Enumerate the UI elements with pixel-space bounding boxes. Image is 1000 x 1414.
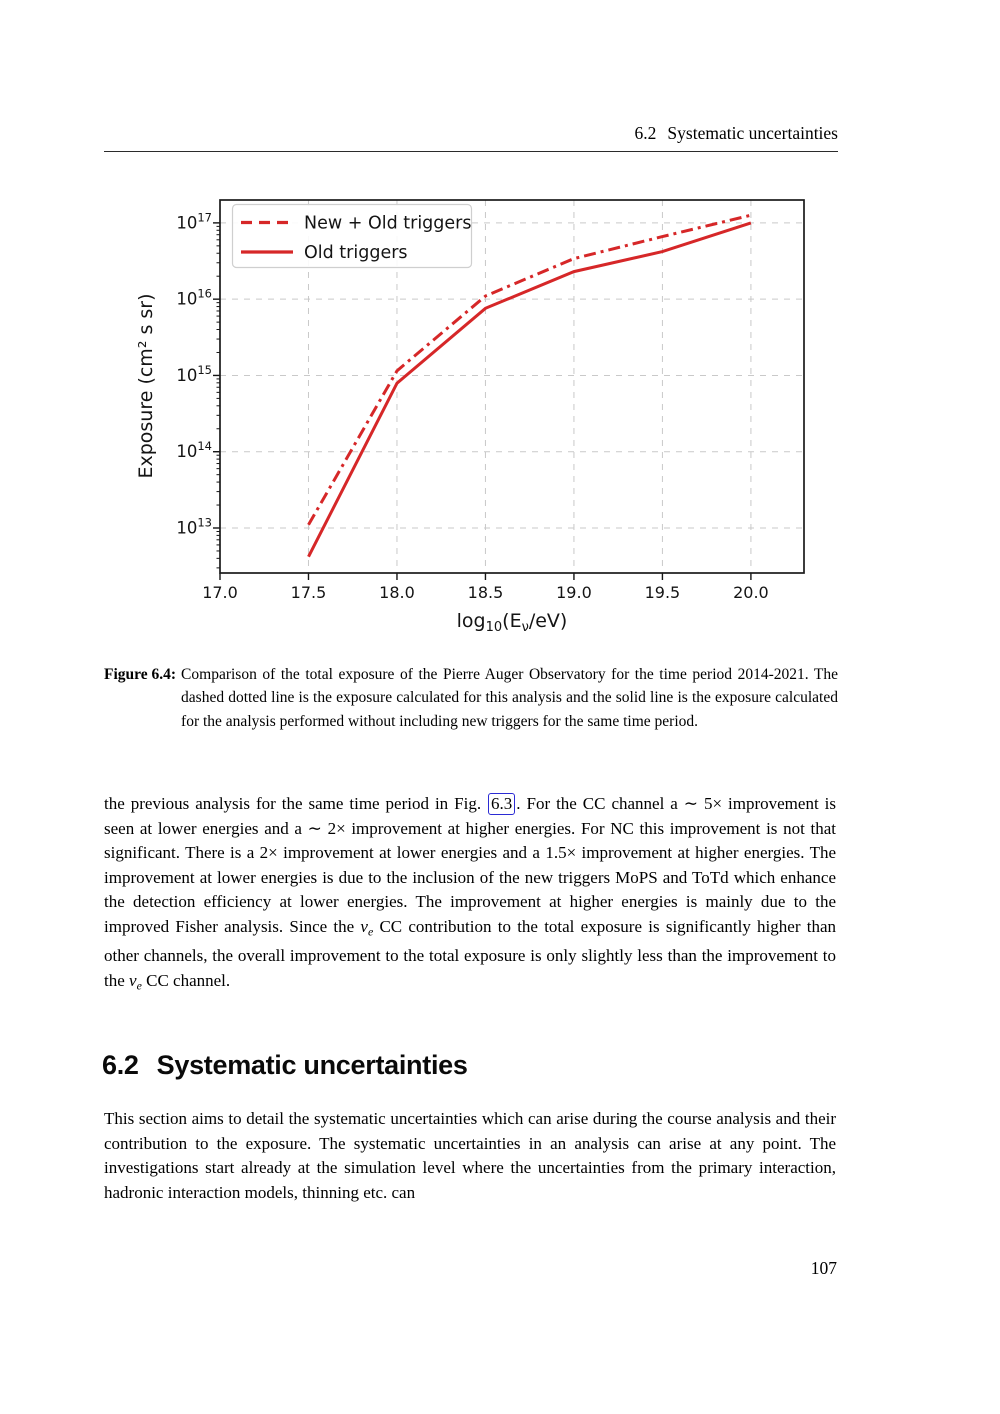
header-rule — [104, 151, 838, 152]
running-header-title: Systematic uncertainties — [667, 123, 838, 143]
x-tick-label: 19.5 — [644, 583, 681, 602]
y-tick-label: $10^{15}$ — [176, 362, 212, 385]
y-axis-label: Exposure (cm² s sr) — [135, 293, 157, 479]
legend-label: New + Old triggers — [304, 213, 472, 234]
body-text-segment: CC contribution to the total exposure is significantly higher than other channels, the overall improvement to the total exposure is only slightly less than the improvement to the — [104, 916, 836, 990]
x-tick-label: 19.0 — [556, 583, 592, 602]
y-tick-label: $10^{13}$ — [176, 515, 212, 538]
figure-caption-text: Comparison of the total exposure of the Pierre Auger Observatory for the time period 2014-2021. The dashed dotted line is the exposure calculated for this analysis and the solid line is the exposure calculated for the analysis performed without including new triggers for the same time period. — [181, 666, 838, 730]
x-axis-label: $\log_{10}(E_\nu/eV)$ — [456, 610, 568, 635]
body-text-segment: CC channel. — [141, 970, 231, 990]
x-tick-label: 20.0 — [733, 583, 769, 602]
figure-caption-label: Figure 6.4: — [104, 666, 177, 683]
body-text-segment: the previous analysis for the same time period in Fig. — [104, 794, 488, 813]
math-symbol: ν — [129, 970, 137, 990]
y-tick-label: $10^{14}$ — [176, 439, 212, 462]
exposure-chart — [100, 165, 860, 650]
page-number: 107 — [810, 1258, 837, 1278]
y-tick-label: $10^{17}$ — [176, 210, 212, 233]
legend — [233, 205, 472, 268]
y-tick-label: $10^{16}$ — [176, 286, 212, 309]
running-header — [104, 123, 838, 144]
figure-caption — [104, 663, 838, 733]
tick-labels — [176, 210, 768, 602]
body-text-segment: . For the CC channel a ∼ 5× improvement is seen at lower energies and a ∼ 2× improvement at higher energies. For NC this improvement is not that significant. There is a 2× improvement at lower energies and a 1.5× improvement at higher energies. The improvement at lower energies is due to the inclusion of the new triggers MoPS and ToTd which enhance the detection efficiency at lower energies. The improvement at higher energies is mainly due to the improved Fisher analysis. Since the — [104, 794, 836, 936]
section-heading-title: Systematic uncertainties — [156, 1050, 468, 1080]
math-symbol: e — [367, 924, 374, 939]
figure-ref-link[interactable]: 6.3 — [488, 793, 515, 815]
body-paragraph-2: This section aims to detail the systematic uncertainties which can arise during the course analysis and their contribution to the exposure. The systematic uncertainties in an analysis can arise at any point. The investigations start already at the simulation level where the uncertainties from the primary interaction, hadronic interaction models, thinning etc. can — [104, 1109, 836, 1202]
x-tick-label: 18.5 — [467, 583, 504, 602]
x-tick-label: 18.0 — [379, 583, 415, 602]
x-tick-label: 17.5 — [290, 583, 327, 602]
series-line-old-triggers — [309, 223, 751, 557]
x-tick-label: 17.0 — [202, 583, 238, 602]
running-header-number: 6.2 — [634, 123, 657, 143]
section-heading-number: 6.2 — [102, 1050, 139, 1080]
section-heading — [102, 1050, 468, 1081]
math-symbol: ν — [360, 916, 368, 936]
legend-label: Old triggers — [304, 243, 408, 263]
body-paragraph-1 — [104, 792, 836, 998]
math-symbol: e — [136, 978, 142, 993]
axis-ticks — [213, 223, 751, 580]
